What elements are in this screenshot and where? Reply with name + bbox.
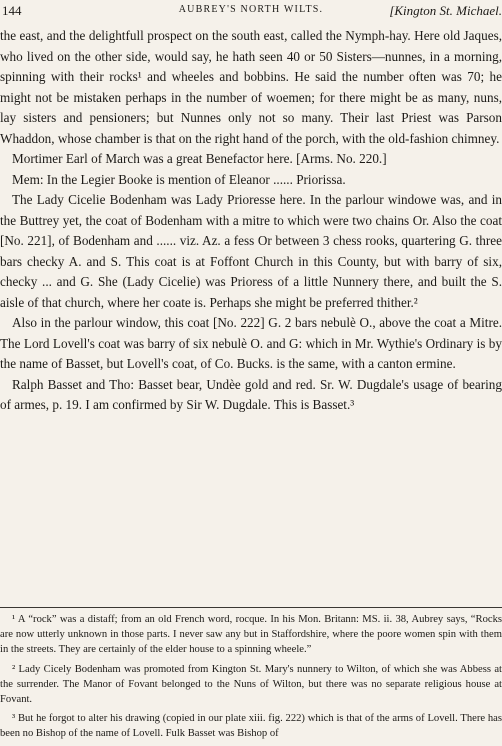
paragraph-basset: Ralph Basset and Tho: Basset bear, Undèe gold and red. Sr. W. Dugdale's usage of bearing of armes, p. 19. I am confirmed by Sir W. Dugdale. This is Basset.³: [0, 376, 502, 412]
paragraph-mortimer: Mortimer Earl of March was a great Benefactor here. [Arms. No. 220.]: [12, 151, 387, 166]
footnote-2: ² Lady Cicely Bodenham was promoted from Kington St. Mary's nunnery to Wilton, of which she was Abbess at the surrender. The Manor of Fovant belonged to the Nuns of Wilton, but there was no separate religious house at Fovant.: [0, 663, 502, 706]
footnote-3: ³ But he forgot to alter his drawing (copied in our plate xiii. fig. 222) which is that of the arms of Lovell. There has been no Bishop of the name of Lovell. Fulk Basset was Bishop of: [0, 713, 502, 740]
paragraph-memorandum: Mem: In the Legier Booke is mention of Eleanor ...... Priorissa.: [12, 171, 346, 187]
footnote-divider: [0, 607, 502, 608]
section-heading: [Kington St. Michael.: [389, 3, 502, 18]
paragraph-parlour-window: Also in the parlour window, this coat [No. 222] G. 2 bars nebulè O., above the coat a Mitre. The Lord Lovell's coat was barry of six nebulè O. and G: which in Mr. Wythie's Ordinary is by the name of Basset, but Lovell's coat, of Co. Bucks. is the same, with a canton ermine.: [0, 315, 502, 371]
footnote-1: ¹ A “rock” was a distaff; from an old French word, rocque. In his Mon. Britann: MS. ii. 38, Aubrey says, “Rocks are now utterly unknown in those parts. I never saw any but in Staffordshire, where the poore women spin with them in the streets. They are certainly of the elder house to a spinning wheele.”: [0, 614, 502, 656]
body-text: [0, 26, 502, 416]
page-number: 144: [2, 3, 22, 18]
running-title: AUBREY'S NORTH WILTS.: [178, 4, 324, 15]
page-header: [0, 0, 502, 22]
footnotes: [0, 612, 502, 746]
paragraph-nymph-hay: the east, and the delightfull prospect on the south east, called the Nymph-hay. Here old Jaques, who lived on the other side, would say, he hath seen 40 or 50 Sisters—nunnes, in a morning, spinning with their rocks¹ and wheeles and bobbins. He said the number often was 70; he might not be mistaken perhaps in the number of woemen; for there might be as many, nuns, lay sisters and pensioners; but Nunnes only not so many. Their last Priest was Parson Whaddon, whose chamber is that on the right hand of the porch, with the old-fashion chimney.: [0, 28, 502, 146]
paragraph-lady-cicelie: The Lady Cicelie Bodenham was Lady Prioresse here. In the parlour windowe was, and in the Buttrey yet, the coat of Bodenham with a mitre to which were two chains Or. Also the coat [No. 221], of Bodenham and ...... viz. Az. a fess Or between 3 chess rooks, quartering G. three bars checky A. and S. This coat is at Foffont Church in this County, but with barry of six, checky ... and G. She (Lady Cicelie) was Prioress of a little Nunnery there, and built the S. aisle of that church, where her coate is. Perhaps she might be preferred thither.²: [0, 192, 502, 310]
